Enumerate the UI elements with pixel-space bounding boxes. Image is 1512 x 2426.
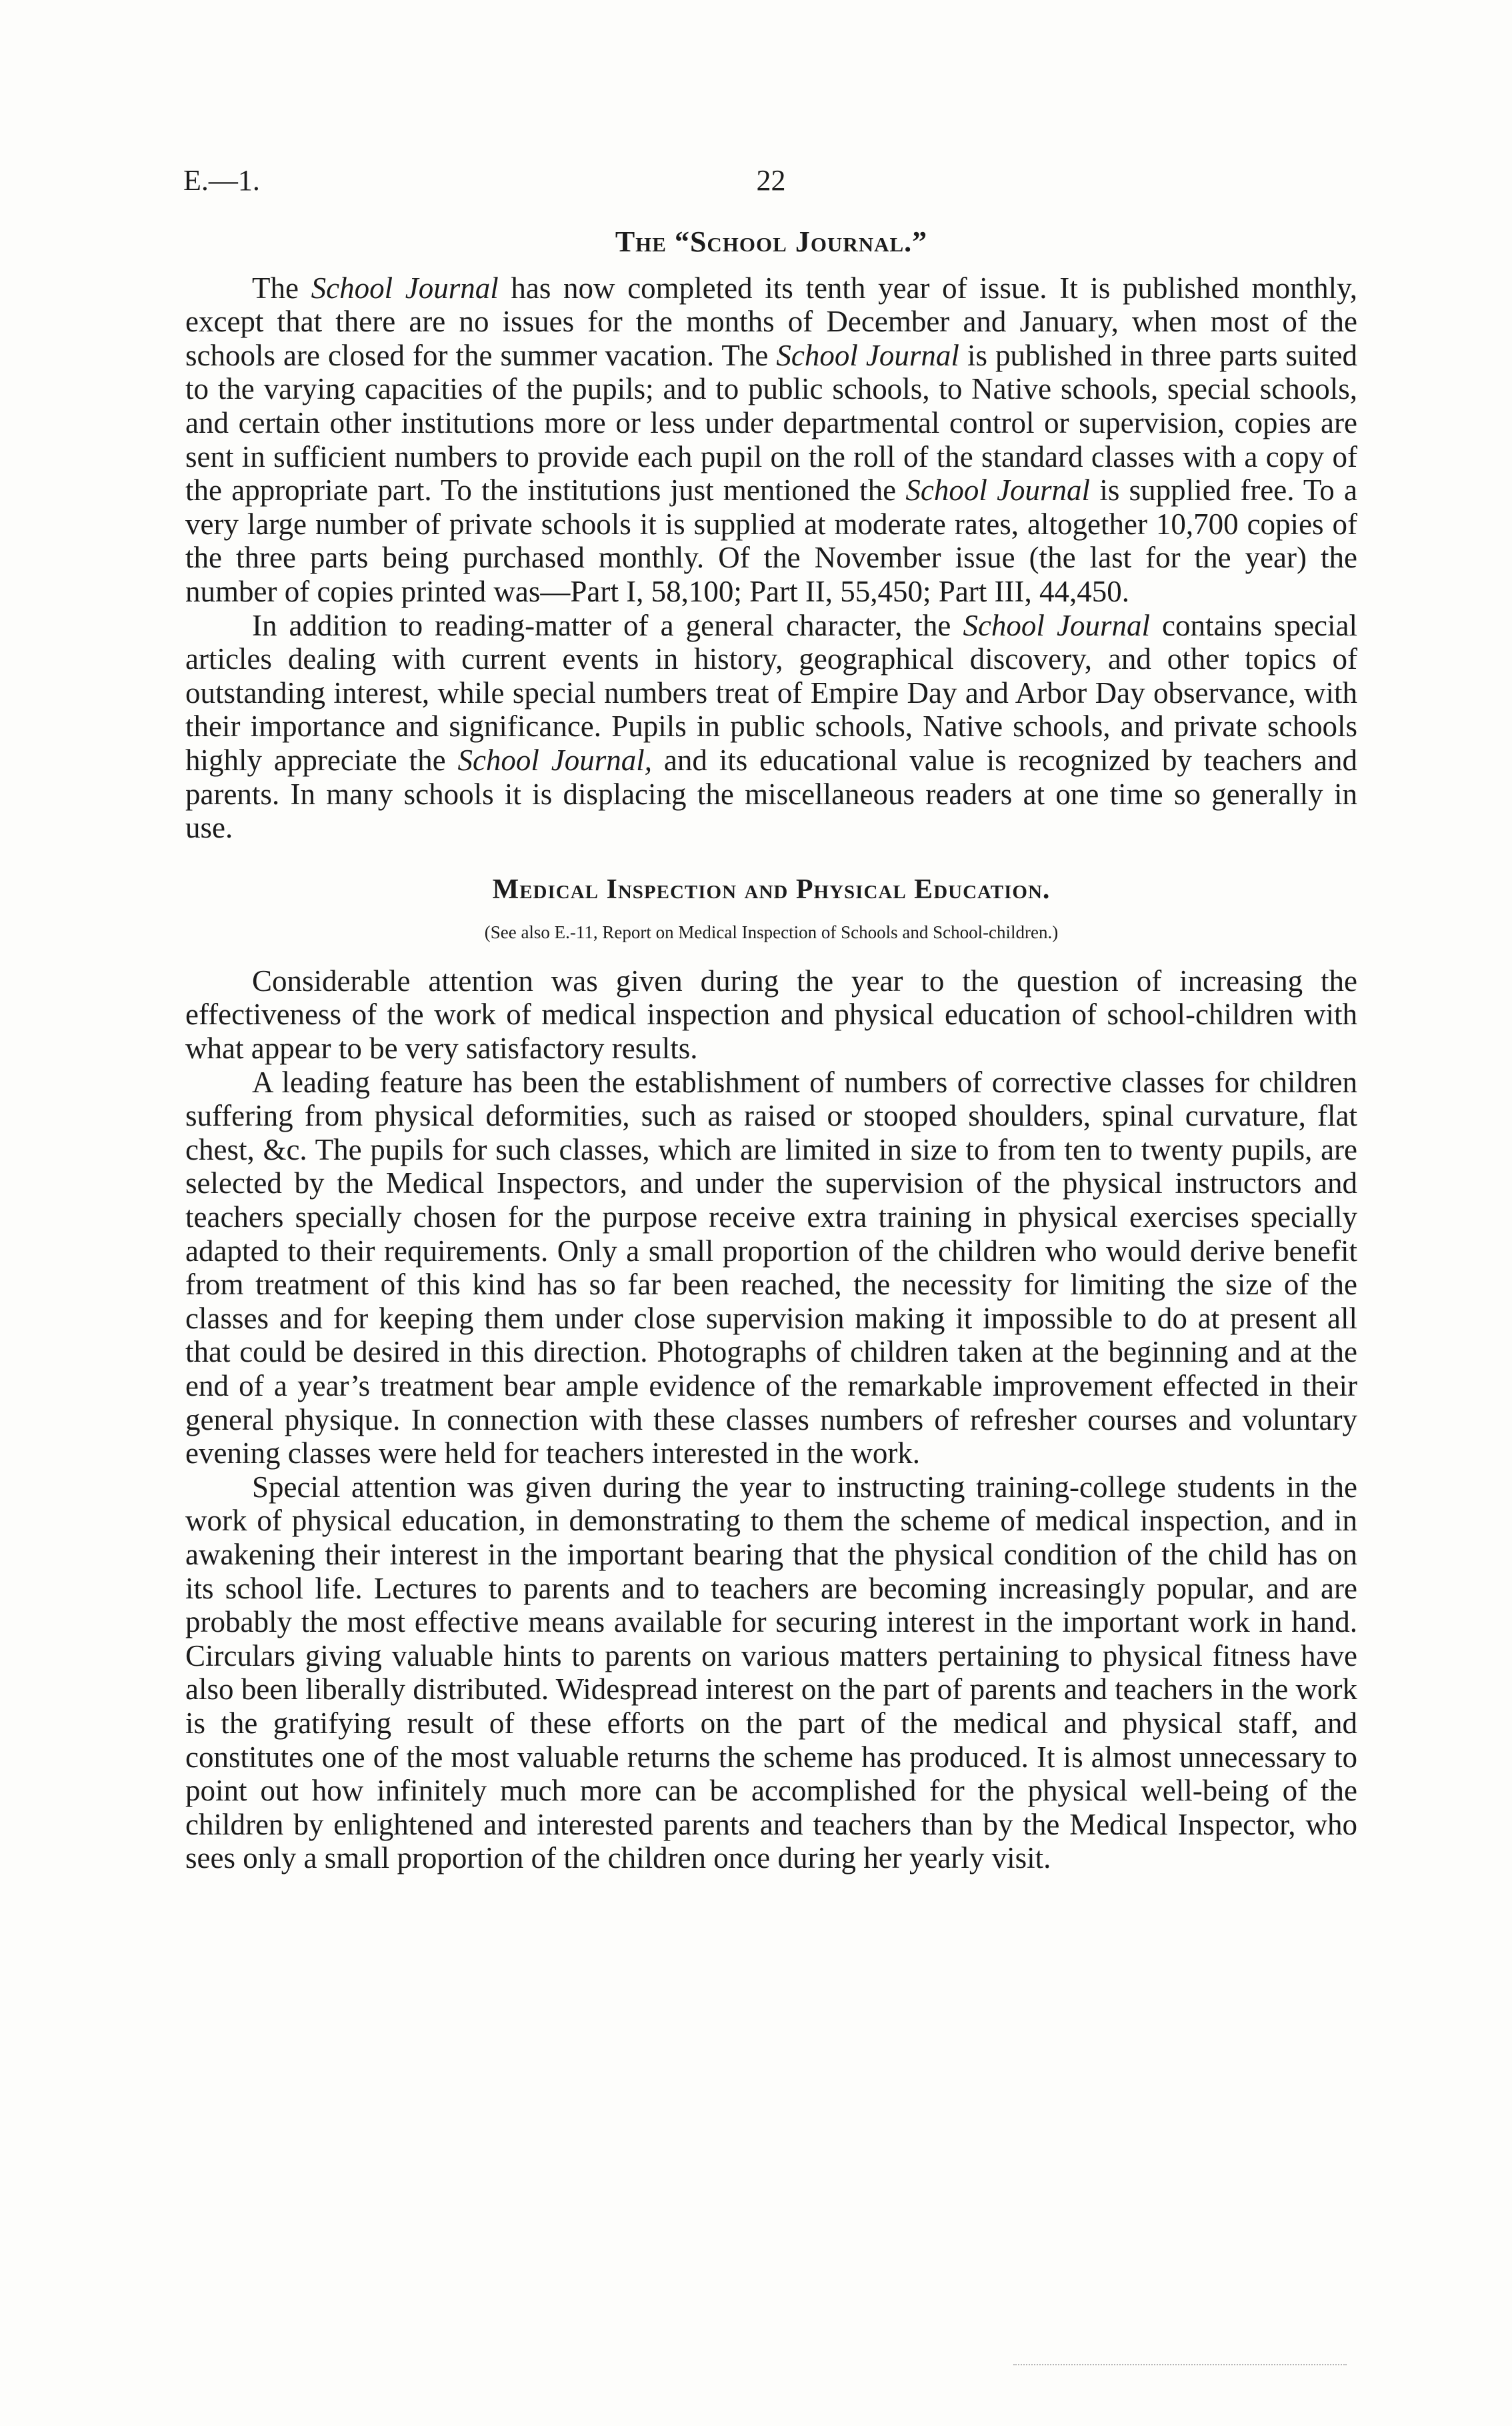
text-run: contains special articles dealing with current events in history, geographical discovery, and other topics of outstanding interest, while special numbers treat of Empire Day and Arbor Day observance, with their importance and significance. Pupils in public schools, Native schools, and private schools highly appreciate the xyxy=(185,608,1357,777)
section-heading-school-journal: The “School Journal.” xyxy=(615,225,928,258)
italic-title: School Journal xyxy=(963,608,1150,642)
italic-title: School Journal xyxy=(776,338,959,372)
page-number: 22 xyxy=(756,164,786,197)
italic-title: School Journal xyxy=(905,473,1091,507)
italic-title: School Journal, xyxy=(457,743,653,777)
text-run: and its educational value is recognized by teachers and parents. In many schools it is displacing the miscellaneous readers at one time so generally in use. xyxy=(185,743,1357,845)
text-run: is published in three parts suited to the varying capacities of the pupils; and to public schools, to Native schools, special schools, and certain other institutions more or less under departmental control or supervision, copies are sent in sufficient numbers to provide each pupil on the roll of the standard classes with a copy of the appropriate part. To the institutions just mentioned the xyxy=(185,338,1358,507)
paragraph-corrective-classes: A leading feature has been the establishment of numbers of corrective classes for children suffering from physical deformities, such as raised or stooped shoulders, spinal curvature, flat chest, &c. The pupils for such classes, which are limited in size to from ten to twenty pupils, are selected by the Medical Inspectors, and under the supervision of the physical instructors and teachers specially chosen for the purpose receive extra training in physical exercises specially adapted to their requirements. Only a small proportion of the children who would derive benefit from treatment of this kind has so far been reached, the necessity for limiting the size of the classes and for keeping them under close supervision making it impossible to do at present all that could be desired in this direction. Photographs of children taken at the beginning and at the end of a year’s treatment bear ample evidence of the remarkable improvement effected in their general physique. In connection with these classes numbers of refresher courses and voluntary evening classes were held for teachers interested in the work. xyxy=(185,1065,1357,1470)
section-cross-reference: (See also E.-11, Report on Medical Inspection of Schools and School-children.) xyxy=(484,922,1059,943)
section-heading-medical-inspection: Medical Inspection and Physical Education. xyxy=(492,874,1051,905)
text-run: In addition to reading-matter of a general character, the xyxy=(252,608,963,642)
paragraph-school-journal-issue xyxy=(185,271,1357,609)
section-end-rule xyxy=(1013,2364,1347,2365)
page-body xyxy=(185,225,1357,1875)
document-reference: E.—1. xyxy=(183,164,260,197)
paragraph-medical-intro: Considerable attention was given during the year to the question of increasing the effectiveness of the work of medical inspection and physical education of school-children with what appear to be very satisfactory results. xyxy=(185,964,1357,1066)
italic-title: School Journal xyxy=(311,271,499,305)
paragraph-school-journal-contents xyxy=(185,609,1357,845)
paragraph-training-college: Special attention was given during the year to instructing training-college students in the work of physical education, in demonstrating to them the scheme of medical inspection, and in awakening their interest in the important bearing that the physical condition of the child has on its school life. Lectures to parents and to teachers are becoming increasingly popular, and are probably the most effective means available for securing interest in the important work in hand. Circulars giving valuable hints to parents on various matters pertaining to physical fitness have also been liberally distributed. Widespread interest on the part of parents and teachers in the work is the gratifying result of these efforts on the part of the medical and physical staff, and constitutes one of the most valuable returns the scheme has produced. It is almost unnecessary to point out how infinitely much more can be accomplished for the physical well-being of the children by enlightened and interested parents and teachers than by the Medical Inspector, who sees only a small proportion of the children once during her yearly visit. xyxy=(185,1470,1357,1875)
text-run: is supplied free. To a very large number of private schools it is supplied at moderate rates, altogether 10,700 copies of the three parts being purchased monthly. Of the November issue (the last for the year) the number of copies printed was—Part I, 58,100; Part II, 55,450; Part III, 44,450. xyxy=(185,473,1357,608)
text-run: has now completed its tenth year of issue. It is published monthly, except that there are no issues for the months of December and January, when most of the schools are closed for the summer vacation. The xyxy=(185,271,1357,372)
text-run: The xyxy=(252,271,311,305)
running-header xyxy=(183,163,1359,203)
